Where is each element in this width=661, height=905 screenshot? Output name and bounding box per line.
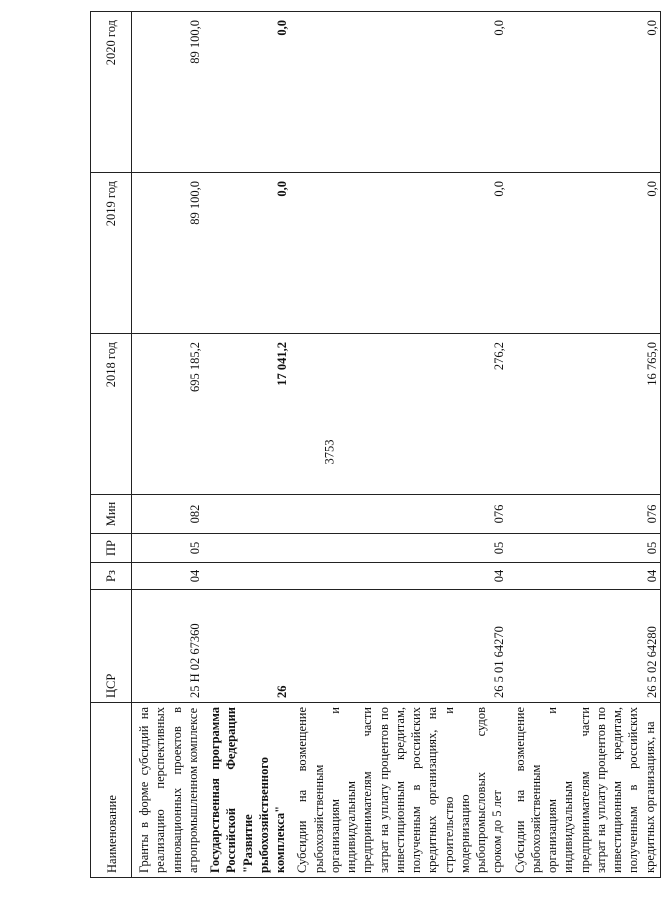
row-2019: 89 100,0 <box>132 173 204 334</box>
row-csr: 25 Н 02 67360 <box>132 590 204 703</box>
row-csr: 26 5 02 64280 <box>508 590 661 703</box>
table-row <box>508 12 661 878</box>
row-csr: 26 <box>203 590 290 703</box>
row-name: Государственная программа Российской Федерации "Развитие рыбохозяйственного комплекса" <box>203 703 290 878</box>
row-pr: 05 <box>132 534 204 563</box>
table-row <box>203 12 290 878</box>
table-row <box>290 12 507 878</box>
row-rz: 04 <box>290 563 507 590</box>
row-min: 082 <box>132 495 204 534</box>
row-2020: 0,0 <box>290 12 507 173</box>
row-rz <box>203 563 290 590</box>
row-2018: 16 765,0 <box>508 334 661 495</box>
row-2020: 0,0 <box>508 12 661 173</box>
rotated-page-content <box>90 20 659 878</box>
row-min: 076 <box>508 495 661 534</box>
row-2019: 0,0 <box>508 173 661 334</box>
header-2020: 2020 год <box>91 12 132 173</box>
row-2019: 0,0 <box>290 173 507 334</box>
row-csr: 26 5 01 64270 <box>290 590 507 703</box>
row-2020: 0,0 <box>203 12 290 173</box>
row-2018: 695 185,2 <box>132 334 204 495</box>
header-name: Наименование <box>91 703 132 878</box>
row-name: Субсидии на возмещение рыбохозяйственным организациям и индивидуальным предпринимателям части затрат на уплату процентов по инвестиционным кредитам, полученным в российских кредитных организациях, на <box>508 703 661 878</box>
table-header-row <box>91 12 132 878</box>
budget-table <box>90 11 661 878</box>
page-number: 3753 <box>322 439 337 465</box>
header-2019: 2019 год <box>91 173 132 334</box>
row-2020: 89 100,0 <box>132 12 204 173</box>
header-rz: Рз <box>91 563 132 590</box>
header-min: Мин <box>91 495 132 534</box>
row-name: Гранты в форме субсидий на реализацию перспективных инновационных проектов в агропромышленном комплексе <box>132 703 204 878</box>
row-rz: 04 <box>132 563 204 590</box>
row-2018: 276,2 <box>290 334 507 495</box>
row-name: Субсидии на возмещение рыбохозяйственным организациям и индивидуальным предпринимателям части затрат на уплату процентов по инвестиционным кредитам, полученным в российских кредитных организациях, на строительство и модернизацию рыбопромысловых судов сроком до 5 лет <box>290 703 507 878</box>
row-pr <box>203 534 290 563</box>
row-rz: 04 <box>508 563 661 590</box>
row-pr: 05 <box>508 534 661 563</box>
header-pr: ПР <box>91 534 132 563</box>
row-min <box>203 495 290 534</box>
row-pr: 05 <box>290 534 507 563</box>
header-2018: 2018 год <box>91 334 132 495</box>
row-min: 076 <box>290 495 507 534</box>
table-row <box>132 12 204 878</box>
row-2019: 0,0 <box>203 173 290 334</box>
row-2018: 17 041,2 <box>203 334 290 495</box>
header-csr: ЦСР <box>91 590 132 703</box>
